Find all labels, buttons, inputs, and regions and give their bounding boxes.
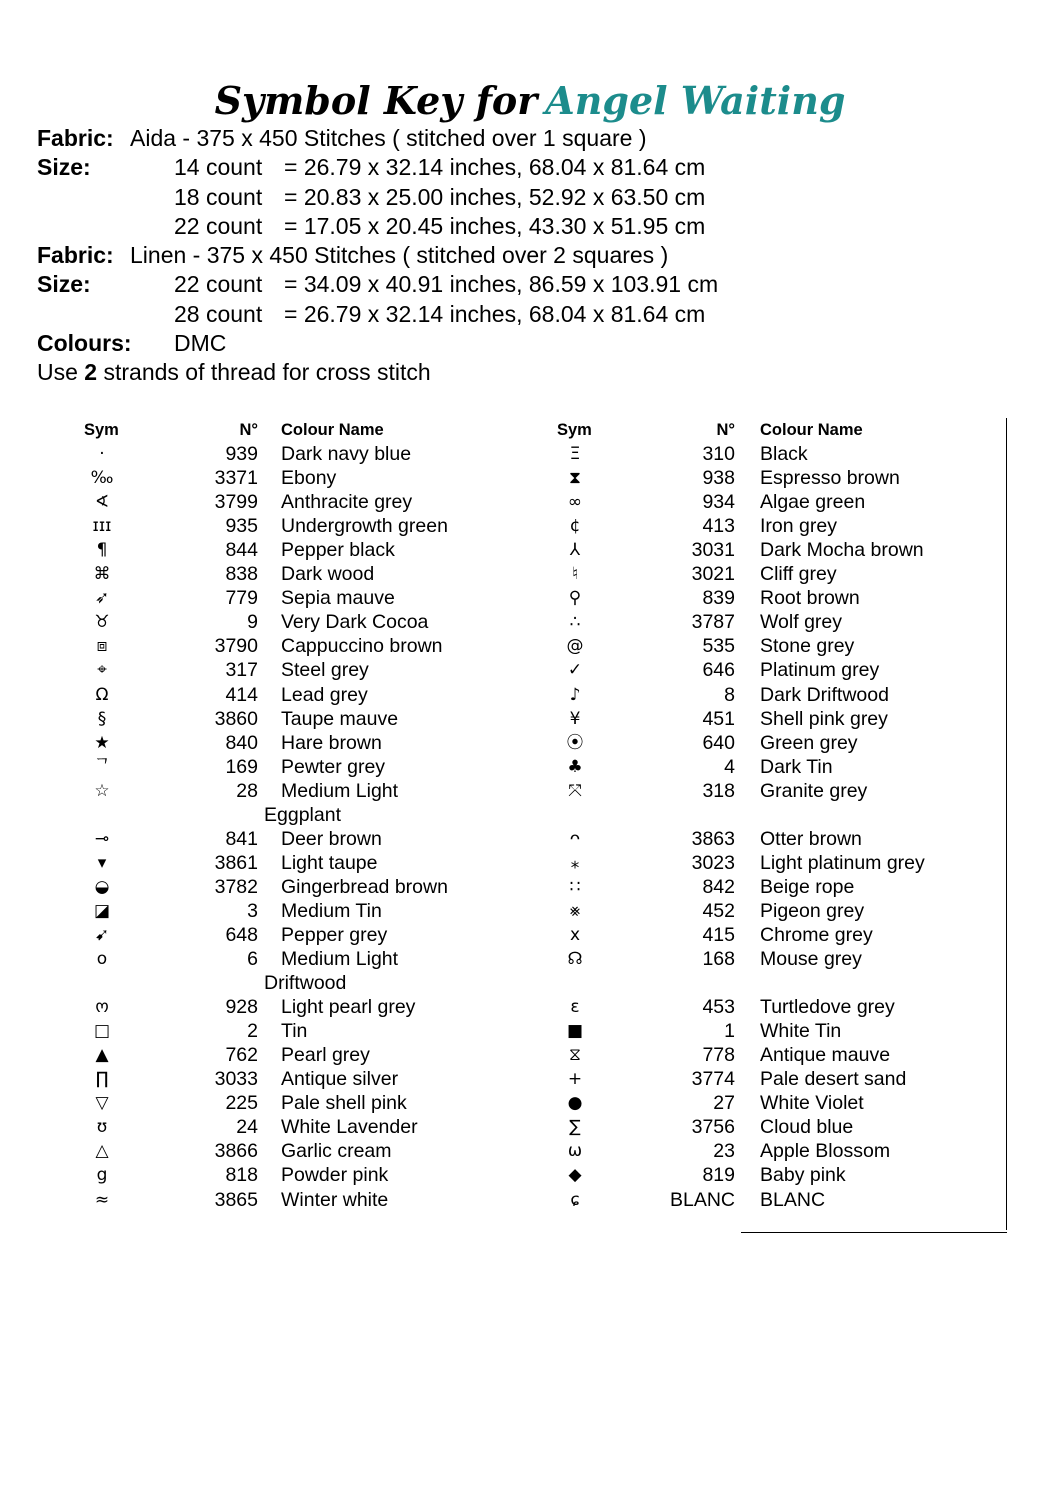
colour-name: Pepper grey — [281, 923, 388, 946]
dmc-number: 535 — [702, 635, 735, 658]
table-row — [555, 1043, 891, 1067]
header-name: Colour Name — [760, 421, 863, 439]
dmc-number: 840 — [225, 731, 258, 754]
stitch-symbol-icon: ➹ — [94, 924, 110, 945]
table-row — [82, 923, 388, 947]
stitch-symbol-icon: ∴ — [569, 612, 581, 633]
table-row — [555, 442, 808, 466]
stitch-symbol-icon: ∞ — [567, 492, 583, 513]
stitch-symbol-icon: ☆ — [94, 780, 110, 801]
dmc-number: 169 — [225, 755, 258, 778]
table-row — [555, 538, 924, 562]
colour-name-continuation: Driftwood — [264, 972, 347, 995]
dmc-number: 648 — [225, 923, 258, 946]
strands-post: strands of thread for cross stitch — [97, 359, 431, 386]
table-header — [555, 418, 863, 442]
size-dims: = 26.79 x 32.14 inches, 68.04 x 81.64 cm — [284, 154, 706, 181]
size-count: 14 count — [174, 154, 263, 181]
table-row — [82, 586, 395, 610]
colour-name: Dark Driftwood — [760, 683, 889, 706]
fabric-line-aida — [37, 124, 647, 153]
fabric-info — [37, 124, 719, 388]
header-sym: Sym — [84, 421, 119, 439]
colour-name: Medium Tin — [281, 899, 382, 922]
table-row — [82, 466, 337, 490]
colour-name: Apple Blossom — [760, 1140, 891, 1163]
colour-name: Platinum grey — [760, 659, 880, 682]
size-dims: = 26.79 x 32.14 inches, 68.04 x 81.64 cm — [284, 300, 706, 327]
dmc-number: 3863 — [691, 827, 735, 850]
table-row — [555, 1019, 842, 1043]
colour-name: Anthracite grey — [281, 491, 413, 514]
table-row — [82, 1115, 418, 1139]
table-row — [555, 634, 855, 658]
stitch-symbol-icon: ⌖ — [97, 660, 107, 681]
size-dims: = 34.09 x 40.91 inches, 86.59 x 103.91 cm — [284, 271, 719, 298]
dmc-number: 317 — [225, 659, 258, 682]
table-row — [82, 995, 416, 1019]
fabric-label: Fabric: — [37, 125, 114, 151]
colour-name: Medium Light — [281, 948, 399, 971]
colour-name: Hare brown — [281, 731, 382, 754]
strands-line — [37, 358, 431, 387]
stitch-symbol-icon: ♉ — [94, 612, 110, 633]
table-border-right — [1006, 418, 1007, 1230]
table-header — [82, 418, 384, 442]
colour-name: Deer brown — [281, 827, 382, 850]
dmc-number: 3866 — [214, 1140, 258, 1163]
dmc-number: 778 — [702, 1044, 735, 1067]
dmc-number: 839 — [702, 587, 735, 610]
colour-name: Baby pink — [760, 1164, 846, 1187]
dmc-number: 762 — [225, 1044, 258, 1067]
stitch-symbol-icon: ♣ — [567, 756, 583, 777]
stitch-symbol-icon: ω — [567, 1141, 583, 1162]
symbol-table-right — [555, 418, 925, 1212]
dmc-number: 838 — [225, 563, 258, 586]
stitch-symbol-icon: ⤧ — [568, 780, 582, 801]
stitch-symbol-icon: ო — [95, 997, 109, 1018]
fabric-value: Aida - 375 x 450 Stitches ( stitched over 1 square ) — [130, 125, 647, 151]
colour-name: Iron grey — [760, 515, 837, 538]
stitch-symbol-icon: ★ — [94, 732, 110, 753]
table-row — [82, 947, 399, 971]
stitch-symbol-icon: ⨳ — [569, 900, 581, 921]
colour-name: Undergrowth green — [281, 515, 448, 538]
table-row — [82, 1043, 370, 1067]
dmc-number: 453 — [702, 996, 735, 1019]
stitch-symbol-icon: ‰ — [90, 468, 114, 489]
table-row — [82, 514, 448, 538]
stitch-symbol-icon: + — [567, 1069, 583, 1090]
dmc-number: 3860 — [214, 707, 258, 730]
dmc-number: 413 — [702, 515, 735, 538]
table-row — [82, 538, 395, 562]
dmc-number: 310 — [702, 443, 735, 466]
stitch-symbol-icon: ¢ — [569, 516, 581, 537]
colour-name: Taupe mauve — [281, 707, 399, 730]
table-row — [555, 1067, 907, 1091]
dmc-number: 3756 — [691, 1116, 735, 1139]
fabric-line-linen — [37, 241, 669, 270]
size-line-linen-1 — [37, 300, 706, 329]
stitch-symbol-icon: ♪ — [569, 684, 581, 705]
colour-name: Mouse grey — [760, 948, 862, 971]
table-row — [555, 731, 858, 755]
table-row — [82, 562, 375, 586]
table-row — [555, 658, 880, 682]
colour-name: Pigeon grey — [760, 899, 865, 922]
table-row — [82, 442, 412, 466]
dmc-number: 3033 — [214, 1068, 258, 1091]
stitch-symbol-icon: x — [569, 924, 581, 945]
stitch-symbol-icon: ᄀ — [93, 756, 111, 777]
dmc-number: 28 — [236, 779, 258, 802]
colour-name: Garlic cream — [281, 1140, 392, 1163]
symbol-table-left — [82, 418, 448, 1212]
table-row — [555, 851, 925, 875]
table-row — [82, 658, 369, 682]
table-row — [555, 875, 855, 899]
dmc-number: BLANC — [669, 1188, 735, 1211]
stitch-symbol-icon: ⁎ — [570, 852, 580, 873]
stitch-symbol-icon: ✓ — [567, 660, 583, 681]
fabric-label: Fabric: — [37, 242, 114, 269]
colour-name: Turtledove grey — [760, 996, 895, 1019]
colours-label: Colours: — [37, 330, 132, 357]
header-sym: Sym — [557, 421, 592, 439]
table-row-continuation — [82, 971, 347, 995]
table-row-continuation — [555, 803, 735, 827]
dmc-number: 3021 — [691, 563, 735, 586]
table-row — [82, 755, 386, 779]
table-row — [82, 1188, 389, 1212]
dmc-number: 3782 — [214, 875, 258, 898]
stitch-symbol-icon: @ — [566, 636, 584, 657]
dmc-number: 3031 — [691, 539, 735, 562]
stitch-symbol-icon: o — [96, 949, 108, 970]
dmc-number: 451 — [702, 707, 735, 730]
table-row — [82, 1091, 407, 1115]
dmc-number: 3774 — [691, 1068, 735, 1091]
stitch-symbol-icon: ⦿ — [566, 732, 584, 753]
table-row — [82, 1139, 392, 1163]
dmc-number: 3371 — [214, 467, 258, 490]
colour-name: Light platinum grey — [760, 851, 925, 874]
stitch-symbol-icon: ε — [570, 997, 580, 1018]
strands-count: 2 — [84, 359, 98, 386]
stitch-symbol-icon: § — [97, 708, 107, 729]
colour-name: Espresso brown — [760, 467, 900, 490]
dmc-number: 4 — [724, 755, 735, 778]
dmc-number: 640 — [702, 731, 735, 754]
colour-name: BLANC — [760, 1188, 826, 1211]
table-row — [555, 707, 888, 731]
dmc-number: 27 — [713, 1092, 735, 1115]
table-row — [555, 899, 865, 923]
table-row — [555, 1163, 846, 1187]
stitch-symbol-icon: ʊ — [96, 1117, 108, 1138]
dmc-number: 318 — [702, 779, 735, 802]
colour-name: Cloud blue — [760, 1116, 854, 1139]
colour-name: Pale shell pink — [281, 1092, 407, 1115]
colour-name: Light taupe — [281, 851, 378, 874]
stitch-symbol-icon: Ξ — [569, 444, 581, 465]
stitch-symbol-icon: ◪ — [93, 900, 111, 921]
stitch-symbol-icon: ◆ — [568, 1165, 582, 1186]
colour-name: Cliff grey — [760, 563, 837, 586]
fabric-value: Linen - 375 x 450 Stitches ( stitched over 2 squares ) — [130, 242, 669, 269]
colour-name: Tin — [281, 1020, 308, 1043]
table-row — [555, 755, 833, 779]
table-row — [555, 514, 837, 538]
table-row — [82, 1067, 399, 1091]
colour-name: White Tin — [760, 1020, 842, 1043]
stitch-symbol-icon: ⌘ — [93, 564, 111, 585]
stitch-symbol-icon: ∢ — [94, 492, 110, 513]
table-row — [82, 899, 382, 923]
table-row — [555, 586, 860, 610]
colour-name: Granite grey — [760, 779, 868, 802]
header-num: N° — [239, 421, 258, 439]
stitch-symbol-icon: ⧗ — [569, 468, 581, 489]
dmc-number: 928 — [225, 996, 258, 1019]
dmc-number: 938 — [702, 467, 735, 490]
stitch-symbol-icon: ɕ — [570, 1189, 580, 1210]
stitch-symbol-icon: ♮ — [571, 564, 579, 585]
dmc-number: 3790 — [214, 635, 258, 658]
colour-name: Otter brown — [760, 827, 862, 850]
colour-name: Sepia mauve — [281, 587, 395, 610]
table-row — [555, 466, 900, 490]
table-row — [555, 1188, 826, 1212]
stitch-symbol-icon: ▲ — [95, 1045, 109, 1066]
dmc-number: 819 — [702, 1164, 735, 1187]
colour-name: Chrome grey — [760, 923, 873, 946]
stitch-symbol-icon: ● — [567, 1093, 583, 1114]
table-border-bottom — [741, 1232, 1007, 1233]
stitch-symbol-icon: ¥ — [569, 708, 581, 729]
colour-name: Root brown — [760, 587, 860, 610]
dmc-number: 934 — [702, 491, 735, 514]
dmc-number: 168 — [702, 948, 735, 971]
colour-name: Black — [760, 443, 808, 466]
stitch-symbol-icon: △ — [95, 1141, 109, 1162]
size-label: Size: — [37, 154, 91, 181]
dmc-number: 3787 — [691, 611, 735, 634]
dmc-number: 818 — [225, 1164, 258, 1187]
table-row — [555, 1091, 864, 1115]
dmc-number: 939 — [225, 443, 258, 466]
dmc-number: 842 — [702, 875, 735, 898]
dmc-number: 3 — [247, 899, 258, 922]
dmc-number: 3023 — [691, 851, 735, 874]
dmc-number: 415 — [702, 923, 735, 946]
colour-name: Pale desert sand — [760, 1068, 907, 1091]
dmc-number: 1 — [724, 1020, 735, 1043]
table-row — [555, 947, 862, 971]
table-row — [82, 490, 413, 514]
colour-name: Light pearl grey — [281, 996, 416, 1019]
colour-name: White Lavender — [281, 1116, 418, 1139]
stitch-symbol-icon: · — [99, 444, 105, 465]
stitch-symbol-icon: Ω — [95, 684, 109, 705]
stitch-symbol-icon: ᴖ — [569, 828, 581, 849]
stitch-symbol-icon: ≈ — [94, 1189, 110, 1210]
table-row — [82, 683, 368, 707]
dmc-number: 646 — [702, 659, 735, 682]
colour-name: Medium Light — [281, 779, 399, 802]
stitch-symbol-icon: ■ — [566, 1021, 584, 1042]
table-row — [555, 827, 862, 851]
dmc-number: 23 — [713, 1140, 735, 1163]
stitch-symbol-icon: ⊸ — [94, 828, 110, 849]
table-row — [82, 779, 399, 803]
stitch-symbol-icon: ⧈ — [96, 636, 108, 657]
colour-name: Antique mauve — [760, 1044, 891, 1067]
stitch-symbol-icon: ◒ — [94, 876, 110, 897]
colour-name: Steel grey — [281, 659, 369, 682]
header-num: N° — [716, 421, 735, 439]
colour-name: Beige rope — [760, 875, 855, 898]
table-row — [82, 875, 448, 899]
stitch-symbol-icon: ∏ — [95, 1069, 109, 1090]
stitch-symbol-icon: ▽ — [95, 1093, 109, 1114]
size-line-linen-0 — [37, 270, 719, 299]
title-prefix: Symbol Key for — [214, 78, 538, 123]
stitch-symbol-icon: ☊ — [567, 949, 583, 970]
pattern-name: Angel Waiting — [545, 78, 846, 123]
size-line-aida-2 — [37, 212, 706, 241]
size-dims: = 17.05 x 20.45 inches, 43.30 x 51.95 cm — [284, 212, 706, 239]
table-row-continuation — [555, 971, 735, 995]
table-row — [555, 995, 895, 1019]
colour-name-continuation: Eggplant — [264, 803, 341, 826]
colour-name: Powder pink — [281, 1164, 389, 1187]
size-line-aida-0 — [37, 153, 706, 182]
dmc-number: 225 — [225, 1092, 258, 1115]
table-row — [82, 827, 382, 851]
dmc-number: 3799 — [214, 491, 258, 514]
size-count: 22 count — [174, 271, 263, 298]
colour-name: Very Dark Cocoa — [281, 611, 429, 634]
size-line-aida-1 — [37, 183, 706, 212]
header-name: Colour Name — [281, 421, 384, 439]
stitch-symbol-icon: □ — [93, 1021, 111, 1042]
colour-name: Pepper black — [281, 539, 395, 562]
table-row — [555, 610, 842, 634]
stitch-symbol-icon: ∷ — [569, 876, 581, 897]
colour-name: White Violet — [760, 1092, 864, 1115]
colour-name: Shell pink grey — [760, 707, 888, 730]
table-row — [555, 923, 873, 947]
dmc-number: 844 — [225, 539, 258, 562]
dmc-number: 841 — [225, 827, 258, 850]
colour-name: Dark wood — [281, 563, 375, 586]
dmc-number: 935 — [225, 515, 258, 538]
dmc-number: 24 — [236, 1116, 258, 1139]
colour-name: Dark navy blue — [281, 443, 412, 466]
table-row — [82, 1163, 389, 1187]
colour-name: Lead grey — [281, 683, 368, 706]
colour-name: Ebony — [281, 467, 337, 490]
dmc-number: 452 — [702, 899, 735, 922]
colour-name: Stone grey — [760, 635, 855, 658]
dmc-number: 9 — [247, 611, 258, 634]
colour-name: Dark Tin — [760, 755, 833, 778]
colour-name: Cappuccino brown — [281, 635, 443, 658]
colour-name: Dark Mocha brown — [760, 539, 924, 562]
table-row — [82, 610, 429, 634]
colour-name: Algae green — [760, 491, 866, 514]
stitch-symbol-icon: ⧖ — [569, 1045, 581, 1066]
table-row — [555, 490, 866, 514]
table-row — [555, 779, 868, 803]
stitch-symbol-icon: ▾ — [97, 852, 107, 873]
stitch-symbol-icon: ¶ — [96, 540, 108, 561]
table-row — [555, 562, 837, 586]
stitch-symbol-icon: ɪɪɪ — [92, 516, 112, 537]
colour-name: Wolf grey — [760, 611, 842, 634]
stitch-symbol-icon: ∑ — [569, 1117, 581, 1138]
size-label: Size: — [37, 271, 91, 298]
stitch-symbol-icon: ⅄ — [569, 540, 581, 561]
table-row — [82, 851, 378, 875]
table-row — [555, 1115, 854, 1139]
strands-pre: Use — [37, 359, 85, 386]
colours-value: DMC — [174, 330, 227, 357]
dmc-number: 8 — [724, 683, 735, 706]
colours-line — [37, 329, 431, 358]
table-row-continuation — [82, 803, 341, 827]
colour-name: Gingerbread brown — [281, 875, 448, 898]
stitch-symbol-icon: g — [96, 1165, 108, 1186]
colour-name: Winter white — [281, 1188, 389, 1211]
dmc-number: 779 — [225, 587, 258, 610]
stitch-symbol-icon: ⚲ — [568, 588, 582, 609]
dmc-number: 3861 — [214, 851, 258, 874]
colour-name: Antique silver — [281, 1068, 399, 1091]
table-row — [82, 707, 399, 731]
size-count: 22 count — [174, 212, 263, 239]
dmc-number: 414 — [225, 683, 258, 706]
dmc-number: 6 — [247, 948, 258, 971]
colour-name: Pewter grey — [281, 755, 386, 778]
table-row — [82, 1019, 308, 1043]
size-count: 18 count — [174, 183, 263, 210]
colour-name: Green grey — [760, 731, 858, 754]
colour-name: Pearl grey — [281, 1044, 370, 1067]
table-row — [555, 683, 889, 707]
table-row — [82, 731, 382, 755]
table-row — [555, 1139, 891, 1163]
table-row — [82, 634, 443, 658]
dmc-number: 2 — [247, 1020, 258, 1043]
size-count: 28 count — [174, 300, 263, 327]
page-title — [0, 78, 1060, 124]
dmc-number: 3865 — [214, 1188, 258, 1211]
stitch-symbol-icon: ➶ — [94, 588, 110, 609]
size-dims: = 20.83 x 25.00 inches, 52.92 x 63.50 cm — [284, 183, 706, 210]
